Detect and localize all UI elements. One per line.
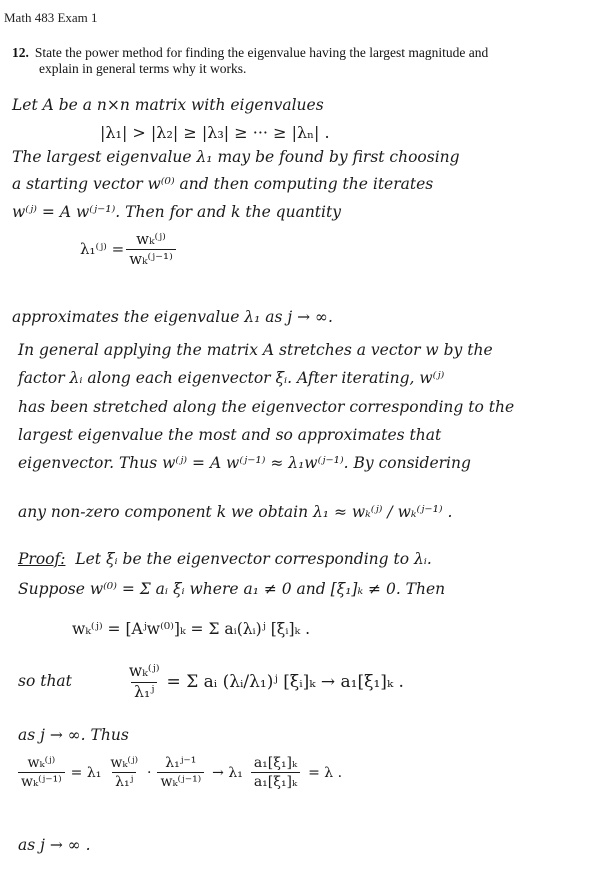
- question-line-2: explain in general terms why it works.: [39, 61, 247, 76]
- final-fraction-1: [18, 756, 65, 789]
- answer-line-8: In general applying the matrix A stretches a vector w by the: [18, 341, 493, 359]
- final-fraction-2-numerator: wₖ⁽ʲ⁾: [110, 755, 139, 771]
- answer-line-12: eigenvector. Thus w⁽ʲ⁾ = A w⁽ʲ⁻¹⁾ ≈ λ₁w⁽ʲ⁻¹⁾. By considering: [18, 454, 471, 472]
- eigen-approx-fraction: [126, 232, 176, 267]
- final-fraction-1-numerator: wₖ⁽ʲ⁾: [27, 755, 56, 771]
- answer-line-9: factor λᵢ along each eigenvector ξᵢ. After iterating, w⁽ʲ⁾: [18, 369, 445, 387]
- ratio-denominator: λ₁ʲ: [131, 682, 157, 701]
- ratio-fraction: [126, 664, 163, 700]
- answer-line-15: Suppose w⁽⁰⁾ = Σ aᵢ ξᵢ where a₁ ≠ 0 and [ξ₁]ₖ ≠ 0. Then: [18, 580, 446, 598]
- answer-line-7: approximates the eigenvalue λ₁ as j → ∞.: [12, 308, 333, 326]
- answer-line-2: |λ₁| > |λ₂| ≥ |λ₃| ≥ ··· ≥ |λₙ| .: [100, 123, 330, 142]
- question-number: 12.: [12, 45, 29, 60]
- answer-line-5: w⁽ʲ⁾ = A w⁽ʲ⁻¹⁾. Then for and k the quantity: [12, 203, 341, 221]
- fraction-denominator: wₖ⁽ʲ⁻¹⁾: [126, 249, 176, 267]
- ratio-limit: = Σ aᵢ (λᵢ/λ₁)ʲ [ξᵢ]ₖ → a₁[ξ₁]ₖ .: [166, 671, 404, 692]
- final-arrow-lambda: → λ₁: [212, 764, 243, 781]
- eigen-approx-lhs: λ₁⁽ʲ⁾ =: [80, 240, 125, 258]
- answer-line-16: wₖ⁽ʲ⁾ = [Aʲw⁽⁰⁾]ₖ = Σ aᵢ(λᵢ)ʲ [ξᵢ]ₖ .: [72, 620, 311, 638]
- ratio-numerator: wₖ⁽ʲ⁾: [128, 662, 160, 680]
- final-equals-result: = λ .: [308, 764, 343, 781]
- answer-line-17: [18, 664, 404, 700]
- question-line-1: State the power method for finding the eigenvalue having the largest magnitude and: [34, 45, 489, 60]
- exam-header: Math 483 Exam 1: [4, 10, 98, 25]
- final-dot: ·: [147, 764, 152, 781]
- answer-line-3: The largest eigenvalue λ₁ may be found by first choosing: [12, 148, 460, 166]
- answer-line-1: Let A be a n×n matrix with eigenvalues: [12, 96, 324, 114]
- final-fraction-3: [157, 756, 204, 789]
- proof-label: Proof:: [18, 550, 66, 568]
- final-equals-lambda: = λ₁: [70, 764, 102, 781]
- final-fraction-4: [251, 756, 300, 789]
- final-fraction-3-numerator: λ₁ʲ⁻¹: [165, 755, 197, 771]
- answer-line-19: [16, 756, 342, 789]
- final-fraction-2: [107, 756, 141, 789]
- answer-line-11: largest eigenvalue the most and so approximates that: [18, 426, 442, 444]
- fraction-numerator: wₖ⁽ʲ⁾: [136, 230, 166, 248]
- so-that-label: so that: [18, 672, 72, 691]
- answer-line-13: any non-zero component k we obtain λ₁ ≈ wₖ⁽ʲ⁾ / wₖ⁽ʲ⁻¹⁾ .: [18, 503, 453, 521]
- final-fraction-4-numerator: a₁[ξ₁]ₖ: [253, 755, 298, 771]
- final-fraction-4-denominator: a₁[ξ₁]ₖ: [251, 772, 300, 789]
- final-fraction-1-denominator: wₖ⁽ʲ⁻¹⁾: [18, 772, 65, 789]
- answer-line-14: [18, 552, 432, 568]
- proof-line-text: Let ξᵢ be the eigenvector corresponding to λᵢ.: [75, 550, 432, 568]
- answer-line-18: as j → ∞. Thus: [18, 726, 129, 744]
- final-fraction-2-denominator: λ₁ʲ: [112, 772, 136, 789]
- answer-line-4: a starting vector w⁽⁰⁾ and then computing the iterates: [12, 175, 434, 193]
- answer-line-10: has been stretched along the eigenvector corresponding to the: [18, 398, 515, 416]
- answer-line-20: as j → ∞ .: [18, 836, 91, 854]
- answer-line-6: [80, 232, 178, 267]
- final-fraction-3-denominator: wₖ⁽ʲ⁻¹⁾: [157, 772, 204, 789]
